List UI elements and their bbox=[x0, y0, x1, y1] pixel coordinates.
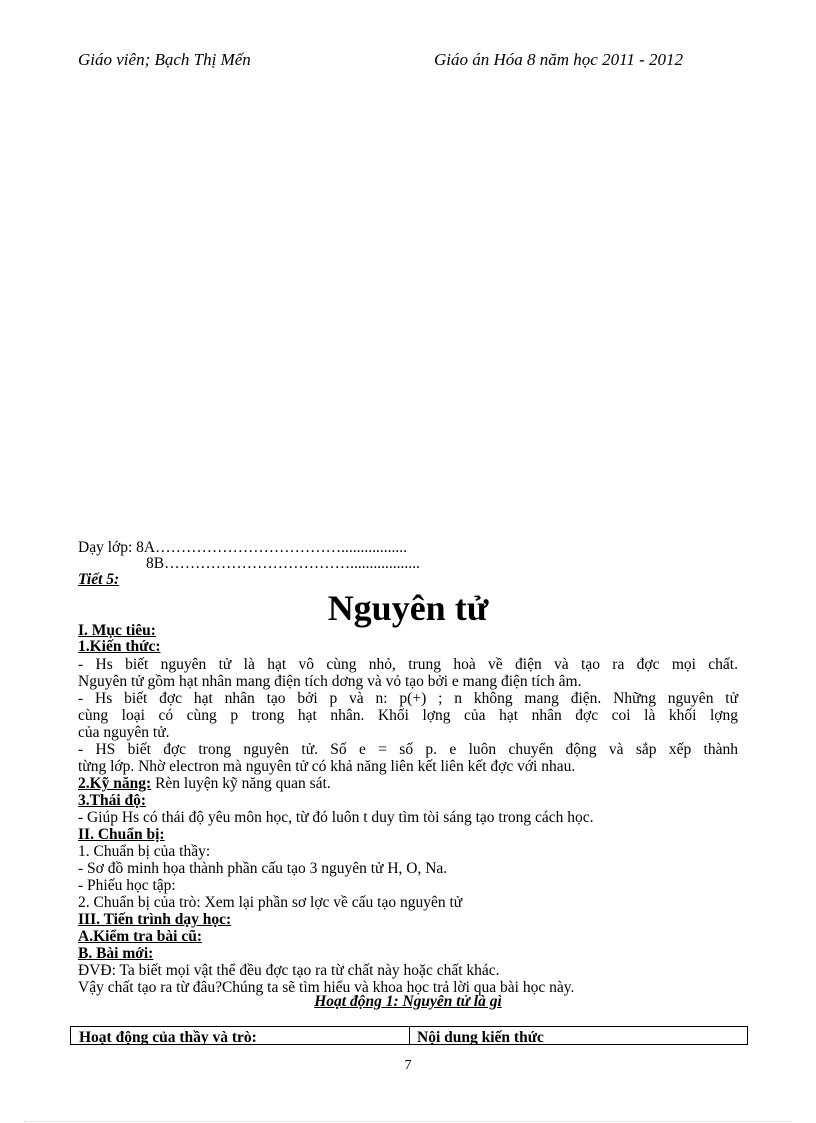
knowledge-line: - Hs biết nguyên tử là hạt vô cùng nhỏ, trung hoà về điện và tạo ra đợc mọi chất. bbox=[78, 656, 738, 673]
table-header-activities: Hoạt động của thầy và trò: bbox=[79, 1029, 257, 1045]
teacher-prep-item: - Phiếu học tập: bbox=[78, 877, 176, 894]
page-border bbox=[24, 1121, 792, 1122]
activity-title: Hoạt động 1: Nguyên tử là gì bbox=[314, 993, 502, 1010]
section-kiem-tra: A.Kiểm tra bài cũ: bbox=[78, 928, 202, 945]
section-chuan-bi: II. Chuẩn bị: bbox=[78, 826, 165, 843]
knowledge-line: của nguyên tử. bbox=[78, 724, 170, 741]
knowledge-line: - HS biết đợc trong nguyên tử. Số e = số p. e luôn chuyển động và sắp xếp thành bbox=[78, 741, 738, 758]
student-prep: 2. Chuẩn bị của trò: Xem lại phần sơ lợc về cấu tạo nguyên tử bbox=[78, 894, 463, 911]
table-column-divider bbox=[409, 1027, 410, 1044]
section-ky-nang: 2.Kỹ năng: bbox=[78, 775, 152, 792]
section-muc-tieu: I. Mục tiêu: bbox=[78, 622, 156, 639]
lesson-table bbox=[70, 1026, 748, 1045]
knowledge-line: - Hs biết đợc hạt nhân tạo bởi p và n: p(+) ; n không mang điện. Những nguyên tử bbox=[78, 690, 738, 707]
teacher-prep-heading: 1. Chuẩn bị của thầy: bbox=[78, 843, 211, 860]
page-title: Nguyên tử bbox=[327, 588, 489, 628]
class-line-8a: Dạy lớp: 8A………………………………................. bbox=[78, 539, 407, 556]
knowledge-line: Nguyên tử gồm hạt nhân mang điện tích dơng và vỏ tạo bởi e mang điện tích âm. bbox=[78, 673, 582, 690]
section-tien-trinh: III. Tiến trình dạy học: bbox=[78, 911, 232, 928]
table-header-content: Nội dung kiến thức bbox=[417, 1029, 544, 1045]
section-thai-do: 3.Thái độ: bbox=[78, 792, 147, 809]
header-teacher: Giáo viên; Bạch Thị Mến bbox=[78, 50, 251, 69]
intro-line: Vậy chất tạo ra từ đâu?Chúng ta sẽ tìm hiểu và khoa học trả lời qua bài học này. bbox=[78, 979, 575, 996]
attitude-text: - Giúp Hs có thái độ yêu môn học, từ đó luôn t duy tìm tòi sáng tạo trong cách học. bbox=[78, 809, 594, 826]
knowledge-line: từng lớp. Nhờ electron mà nguyên tử có khả năng liên kết liên kết đợc với nhau. bbox=[78, 758, 576, 775]
page-number: 7 bbox=[404, 1058, 412, 1073]
skills-text: Rèn luyện kỹ năng quan sát. bbox=[151, 775, 331, 792]
header-course: Giáo án Hóa 8 năm học 2011 - 2012 bbox=[434, 50, 683, 69]
class-line-8b: 8B……………………………….................. bbox=[146, 555, 420, 572]
section-kien-thuc: 1.Kiến thức: bbox=[78, 638, 161, 655]
skills-line bbox=[78, 775, 331, 792]
teacher-prep-item: - Sơ đồ minh họa thành phần cấu tạo 3 nguyên tử H, O, Na. bbox=[78, 860, 448, 877]
intro-line: ĐVĐ: Ta biết mọi vật thể đều đợc tạo ra từ chất này hoặc chất khác. bbox=[78, 962, 500, 979]
knowledge-line: cùng loại có cùng p trong hạt nhân. Khối lợng của hạt nhân đợc coi là khối lợng bbox=[78, 707, 738, 724]
lesson-number: Tiết 5: bbox=[78, 571, 120, 588]
section-bai-moi: B. Bài mới: bbox=[78, 945, 154, 962]
